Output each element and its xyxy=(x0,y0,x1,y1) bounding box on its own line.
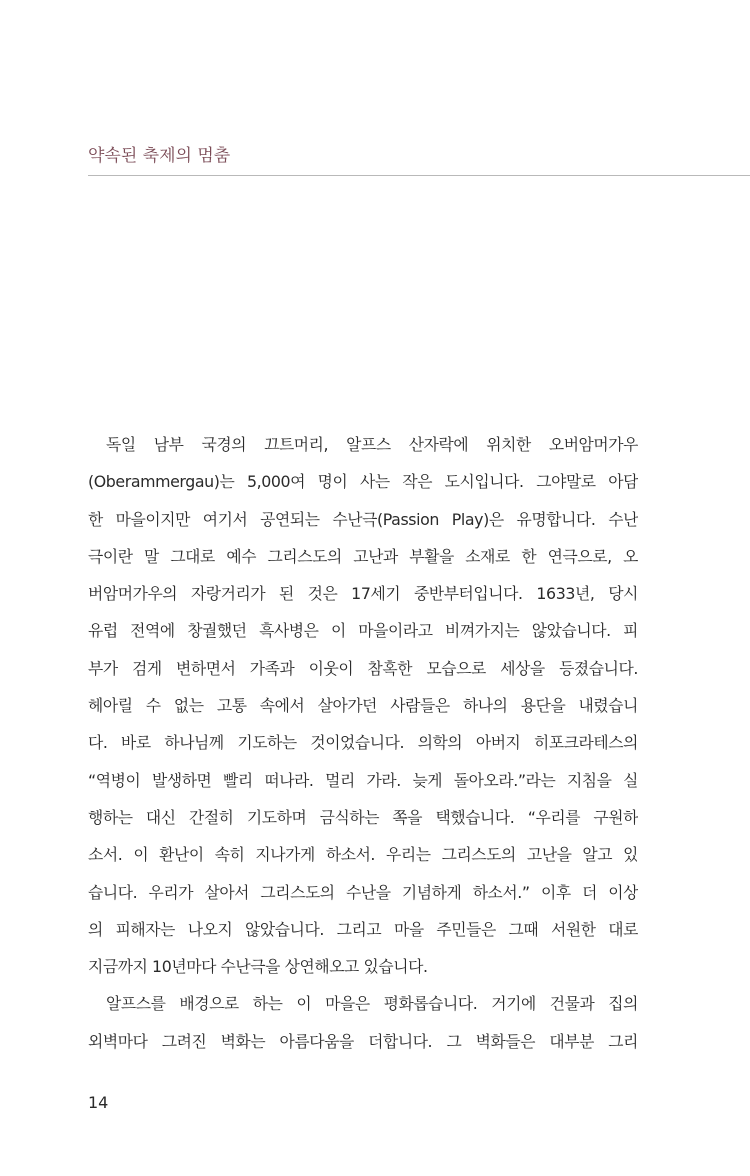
paragraph-line: 행하는 대신 간절히 기도하며 금식하는 쪽을 택했습니다. “우리를 구원하 xyxy=(88,807,638,827)
paragraph-line: 지금까지 10년마다 수난극을 상연해오고 있습니다. xyxy=(88,957,428,977)
paragraph-line: 습니다. 우리가 살아서 그리스도의 수난을 기념하게 하소서.” 이후 더 이상 xyxy=(88,882,638,902)
paragraph-line: 알프스를 배경으로 하는 이 마을은 평화롭습니다. 거기에 건물과 집의 xyxy=(106,994,638,1014)
page-number: 14 xyxy=(88,1093,109,1112)
paragraph-line: 헤아릴 수 없는 고통 속에서 살아가던 사람들은 하나의 용단을 내렸습니 xyxy=(88,696,638,716)
paragraph-line: “역병이 발생하면 빨리 떠나라. 멀리 가라. 늦게 돌아오라.”라는 지침을 실 xyxy=(88,770,638,790)
paragraph-line: 다. 바로 하나님께 기도하는 것이었습니다. 의학의 아버지 히포크라테스의 xyxy=(88,733,638,753)
paragraph-line: 유럽 전역에 창궐했던 흑사병은 이 마을이라고 비껴가지는 않았습니다. 피 xyxy=(88,621,638,641)
running-header-title: 약속된 축제의 멈춤 xyxy=(88,146,231,166)
paragraph-line: 외벽마다 그려진 벽화는 아름다움을 더합니다. 그 벽화들은 대부분 그리 xyxy=(88,1031,638,1051)
header-divider xyxy=(88,175,750,176)
paragraph-line: 한 마을이지만 여기서 공연되는 수난극(Passion Play)은 유명합니다. 수난 xyxy=(88,509,638,529)
paragraph-line: 소서. 이 환난이 속히 지나가게 하소서. 우리는 그리스도의 고난을 알고 있 xyxy=(88,845,638,865)
body-text xyxy=(88,426,638,1060)
paragraph-line: 부가 검게 변하면서 가족과 이웃이 참혹한 모습으로 세상을 등졌습니다. xyxy=(88,658,638,678)
paragraph-line: 극이란 말 그대로 예수 그리스도의 고난과 부활을 소재로 한 연극으로, 오 xyxy=(88,546,638,566)
paragraph-line: (Oberammergau)는 5,000여 명이 사는 작은 도시입니다. 그야말로 아담 xyxy=(88,472,638,492)
paragraph-line: 버암머가우의 자랑거리가 된 것은 17세기 중반부터입니다. 1633년, 당시 xyxy=(88,584,638,604)
paragraph-line: 의 피해자는 나오지 않았습니다. 그리고 마을 주민들은 그때 서원한 대로 xyxy=(88,919,638,939)
paragraph-line: 독일 남부 국경의 끄트머리, 알프스 산자락에 위치한 오버암머가우 xyxy=(106,435,638,454)
